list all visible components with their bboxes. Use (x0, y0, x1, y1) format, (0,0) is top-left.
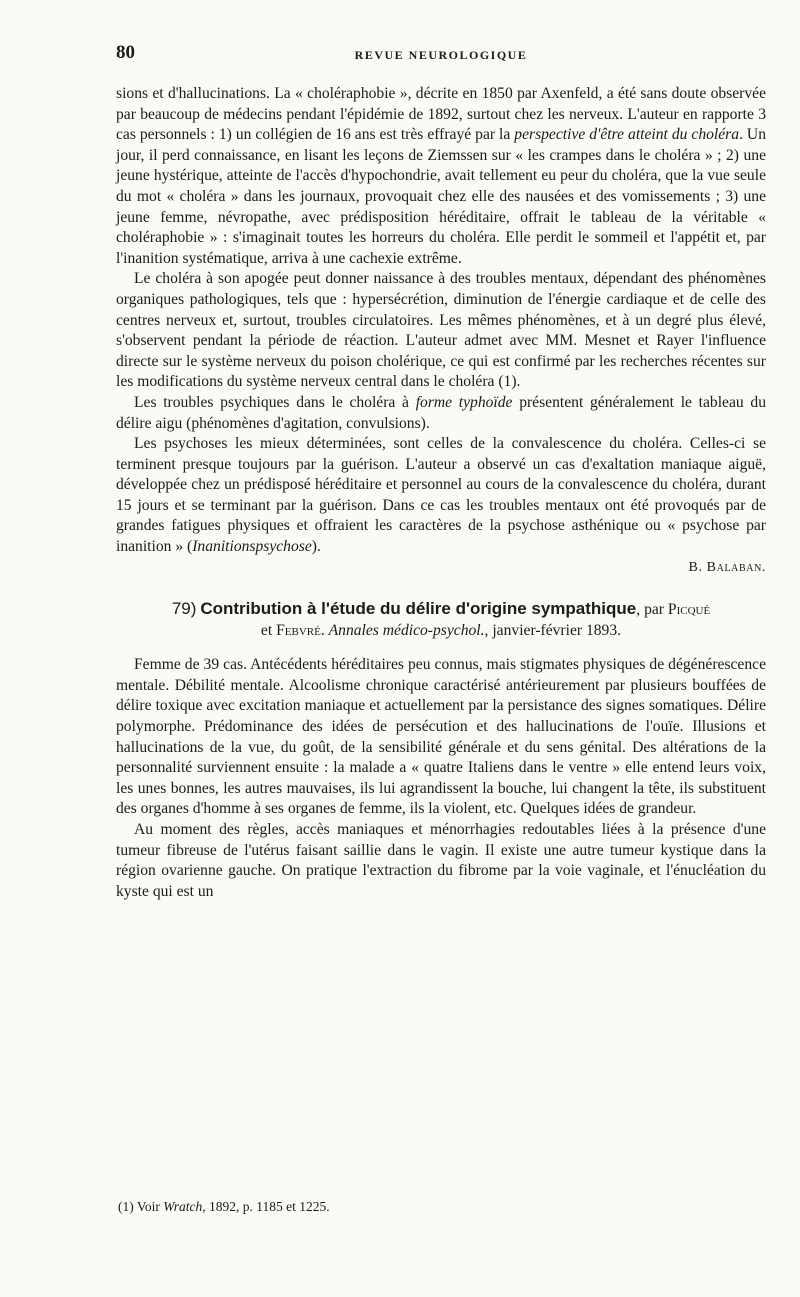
italic-text: forme typhoïde (415, 393, 513, 411)
signature: B. Balaban. (688, 559, 766, 575)
article-heading (116, 598, 766, 641)
paragraph (116, 434, 766, 558)
article-title: Contribution à l'étude du délire d'origine sympathique (200, 599, 637, 619)
article-and: et (260, 622, 273, 640)
text-run: (1) Voir (118, 1199, 164, 1214)
text-run: présentent généralement le tableau du délire aigu (phénomènes d'agitation, convulsions). (116, 393, 766, 432)
text-run: Au moment des règles, accès maniaques et ménorrhagies redoutables liées à la présence d'une tumeur fibreuse de l'utérus faisant saillie dans le vagin. Il existe une autre tumeur kystique dans la région ovarienne gauche. On pratique l'extraction du fibrome par la voie vaginale, et l'énucléation du kyste qui est un (116, 821, 766, 900)
text-run: ). (311, 538, 321, 556)
article-number: 79) (171, 599, 197, 619)
text-run: . Un jour, il perd connaissance, en lisant les leçons de Ziemssen sur « les crampes dans le choléra » ; 2) une jeune hystérique, atteinte de l'accès d'hypochondrie, avait tellement eu peur du choléra, que la vue seule du mot « choléra » dans les journaux, provoquait chez elle des nausées et des vomissements ; 3) une jeune femme, névropathe, avec prédisposition héréditaire, offrait le tableau de la véritable « choléraphobie » : s'imaginait toutes les horreurs du choléra. Elle perdit le sommeil et l'appétit et, par l'inanition systématique, arriva à une cachexie extrême. (116, 126, 766, 267)
author: Picqué (667, 601, 711, 619)
journal-name: Annales médico-psychol. (328, 622, 485, 640)
italic-text: Wratch (163, 1199, 203, 1214)
article-by: , par (636, 601, 664, 619)
page-number: 80 (116, 42, 135, 63)
page-header (116, 42, 766, 72)
text-run: , 1892, p. 1185 et 1225. (202, 1199, 330, 1214)
paragraph (116, 655, 766, 820)
text-run: Le choléra à son apogée peut donner naissance à des troubles mentaux, dépendant des phénomènes organiques pathologiques, tels que : hypersécrétion, diminution de l'énergie cardiaque et de celle des centres nerveux et, surtout, troubles circulatoires. Les mêmes phénomènes, et à un degré plus élevé, s'observent pendant la période de réaction. L'auteur admet avec MM. Mesnet et Rayer l'influence directe sur le système nerveux du poison cholérique, ce qui est confirmé par les recherches récentes sur les modifications du système nerveux central dans le choléra (1). (116, 270, 766, 391)
text-run: Les troubles psychiques dans le choléra à (134, 393, 416, 411)
italic-text: perspective d'être atteint du choléra (514, 126, 740, 144)
article-date: , janvier-février 1893. (484, 622, 622, 640)
paragraph (116, 269, 766, 393)
text-run: Femme de 39 cas. Antécédents héréditaires peu connus, mais stigmates physiques de dégénérescence mentale. Débilité mentale. Alcoolisme chronique caractérisé antérieurement par plusieurs bouffées de délire toxique avec excitation maniaque et actuellement par la persistance des signes somatiques. Délire polymorphe. Prédominance des idées de persécution et des hallucinations de l'ouïe. Illusions et hallucinations de la vue, du goût, de la sensibilité générale et du sens génital. Des altérations de la personnalité surviennent ensuite : la malade a « quatre Italiens dans le ventre » elle entend leurs voix, les unes bonnes, les autres mauvaises, ils lui agrandissent la bouche, lui changent la tête, ils substituent des organes d'homme à ses organes de femme, ils la violent, etc. Quelques idées de grandeur. (116, 656, 766, 818)
text-run: Les psychoses les mieux déterminées, sont celles de la convalescence du choléra. Celles-ci se terminent presque toujours par la guérison. L'auteur a observé un cas d'exaltation maniaque aiguë, développée chez un prédisposé héréditaire et personnel au cours de la convalescence du choléra, durant 15 jours et se terminant par la guérison. Dans ce cas les troubles mentaux ont été provoqués par de grandes fatigues physiques et offraient les caractères de la psychose asthénique ou « psychose par inanition » ( (116, 435, 766, 556)
paragraph (116, 84, 766, 269)
body-text (116, 84, 766, 902)
author: Febvré. (276, 622, 325, 640)
running-head: REVUE NEUROLOGIQUE (354, 48, 528, 62)
paragraph (116, 393, 766, 434)
paragraph (116, 820, 766, 902)
text-run: sions et d'hallucinations. La « choléraphobie », décrite en 1850 par Axenfeld, a été sans doute observée par beaucoup de médecins pendant l'épidémie de 1892, surtout chez les nerveux. L'auteur en rapporte 3 cas personnels : 1) un collégien de 16 ans est très effrayé par la (116, 85, 766, 144)
italic-text: Inanitionspsychose (192, 538, 312, 556)
footnote (118, 1198, 718, 1216)
